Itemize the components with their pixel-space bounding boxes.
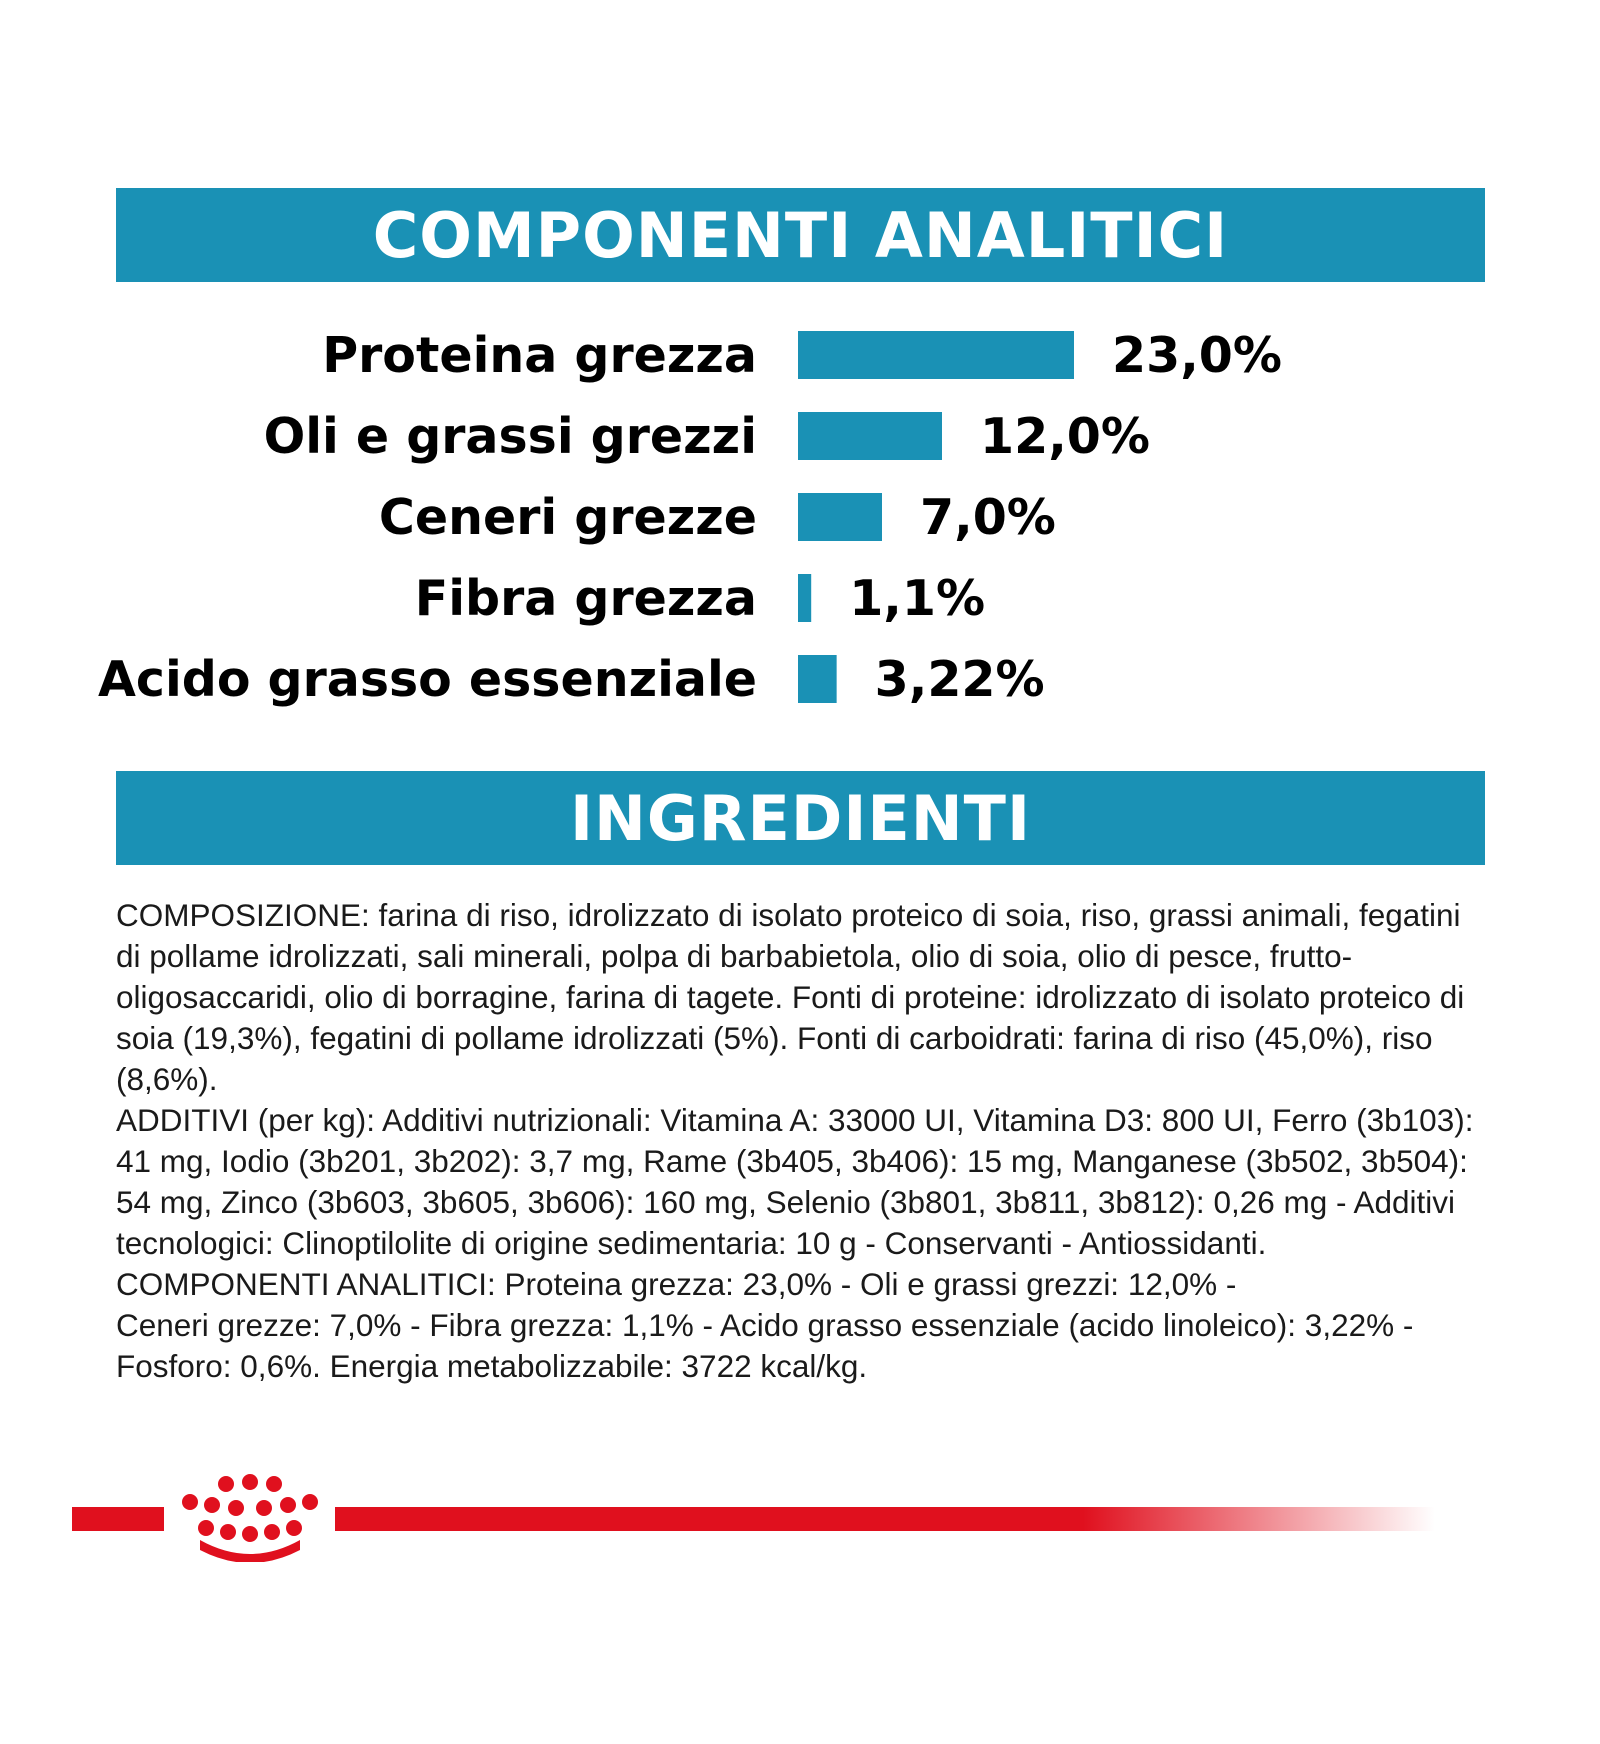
analytics-title: COMPONENTI ANALITICI bbox=[372, 198, 1229, 272]
value-label: 12,0% bbox=[980, 408, 1150, 465]
analytics-banner bbox=[116, 188, 1485, 282]
bar bbox=[798, 493, 882, 541]
bar bbox=[798, 412, 942, 460]
composition-paragraph: COMPOSIZIONE: farina di riso, idrolizzato di isolato proteico di soia, riso, grassi animali, fegatini di pollame idrolizzati, sali minerali, polpa di barbabietola, olio di soia, olio di pesce, frutto-oligosaccaridi, olio di borragine, farina di tagete. Fonti di proteine: idrolizzato di isolato proteico di soia (19,3%), fegatini di pollame idrolizzati (5%). Fonti di carboidrati: farina di riso (45,0%), riso (8,6%). bbox=[116, 897, 1465, 1097]
bar bbox=[798, 574, 811, 622]
ingredients-text-block bbox=[116, 895, 1490, 1387]
bar bbox=[798, 331, 1074, 379]
category-label: Oli e grassi grezzi bbox=[263, 408, 757, 465]
value-label: 7,0% bbox=[920, 489, 1056, 546]
category-label: Ceneri grezze bbox=[378, 489, 757, 546]
category-label: Acido grasso essenziale bbox=[97, 651, 757, 708]
crown-logo-icon bbox=[172, 1472, 328, 1562]
value-label: 1,1% bbox=[849, 570, 986, 627]
nutrient-bar-chart bbox=[0, 300, 1600, 720]
analytics-line-3: Fosforo: 0,6%. Energia metabolizzabile: 3722 kcal/kg. bbox=[116, 1348, 868, 1384]
ingredients-title: INGREDIENTI bbox=[569, 781, 1032, 855]
analytics-line-2: Ceneri grezze: 7,0% - Fibra grezza: 1,1% - Acido grasso essenziale (acido linoleico): 3,22% - bbox=[116, 1307, 1414, 1343]
additives-paragraph: ADDITIVI (per kg): Additivi nutrizionali: Vitamina A: 33000 UI, Vitamina D3: 800 UI, Ferro (3b103): 41 mg, Iodio (3b201, 3b202): 3,7 mg, Rame (3b405, 3b406): 15 mg, Manganese (3b502, 3b504): 54 mg, Zinco (3b603, 3b605, 3b606): 160 mg, Selenio (3b801, 3b811, 3b812): 0,26 mg - Additivi tecnologici: Clinoptilolite di origine sedimentaria: 10 g - Conservanti - Antiossidanti. bbox=[116, 1102, 1474, 1261]
footer-stripe-left bbox=[72, 1507, 164, 1531]
ingredients-banner bbox=[116, 771, 1485, 865]
value-label: 3,22% bbox=[874, 651, 1045, 708]
category-label: Proteina grezza bbox=[322, 327, 757, 384]
value-label: 23,0% bbox=[1112, 327, 1282, 384]
bar bbox=[798, 655, 837, 703]
category-label: Fibra grezza bbox=[414, 570, 757, 627]
analytics-line-1: COMPONENTI ANALITICI: Proteina grezza: 23,0% - Oli e grassi grezzi: 12,0% - bbox=[116, 1266, 1237, 1302]
footer-stripe-right bbox=[335, 1507, 1435, 1531]
